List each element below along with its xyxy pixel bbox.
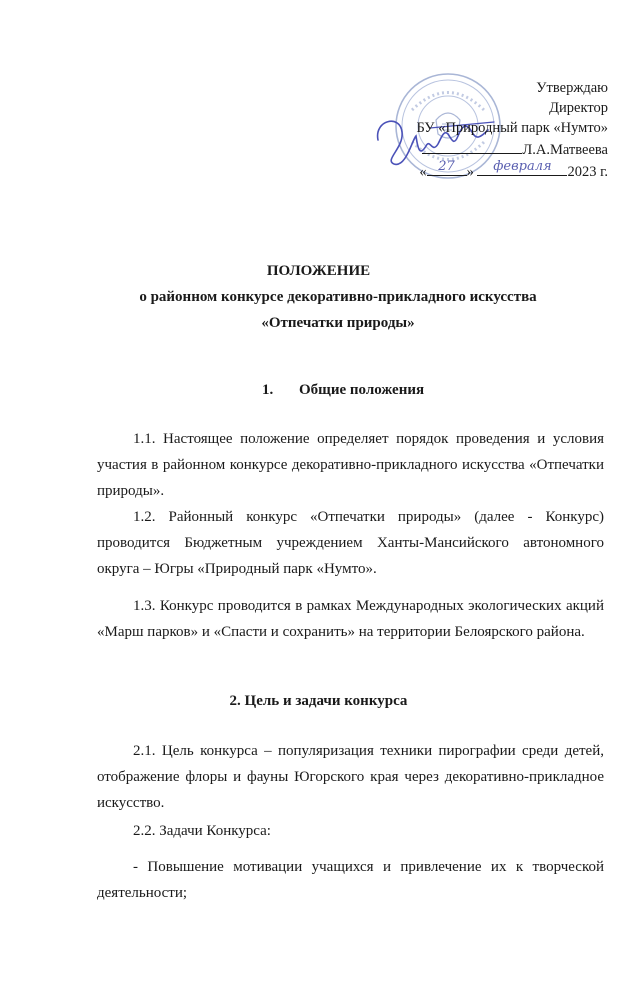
section-1-heading: Общие положения <box>299 382 425 398</box>
document-title: ПОЛОЖЕНИЕ <box>266 263 371 279</box>
paragraph-1-3: 1.3. Конкурс проводится в рамках Международных экологических акций «Марш парков» и «Спасти и сохранить» на территории Белоярского района. <box>97 598 604 640</box>
approve-word: Утверждаю <box>536 80 608 96</box>
date-day: 27 <box>438 159 455 174</box>
date-month: февраля <box>493 159 552 174</box>
approval-date <box>416 160 608 182</box>
paragraph-2-2-item-1: - Повышение мотивации учащихся и привлечение их к творческой деятельности; <box>97 859 604 901</box>
section-2-heading: 2. Цель и задачи конкурса <box>229 693 408 709</box>
date-quote-open: « <box>419 164 427 180</box>
paragraph-1-2: 1.2. Районный конкурс «Отпечатки природы» (далее - Конкурс) проводится Бюджетным учреждением Ханты-Мансийского автономного округа – Югры «Природный парк «Нумто». <box>97 509 604 577</box>
section-1-number: 1. <box>262 382 274 398</box>
document-subtitle: о районном конкурсе декоративно-прикладного искусства «Отпечатки природы» <box>139 289 537 331</box>
date-day-blank <box>427 160 467 176</box>
paragraph-1-1: 1.1. Настоящее положение определяет порядок проведения и условия участия в районном конкурсе декоративно-прикладного искусства «Отпечатки природы». <box>97 431 604 499</box>
date-year: 2023 г. <box>567 164 608 180</box>
signature-blank <box>422 138 522 154</box>
signer-name: Л.А.Матвеева <box>522 142 608 158</box>
organization-name: БУ «Природный парк «Нумто» <box>416 120 608 136</box>
date-quote-close: » <box>466 164 474 180</box>
date-month-blank <box>477 160 567 176</box>
director-position: Директор <box>549 100 608 116</box>
approval-block <box>416 78 608 182</box>
paragraph-2-2: 2.2. Задачи Конкурса: <box>133 823 271 839</box>
paragraph-2-1: 2.1. Цель конкурса – популяризация техники пирографии среди детей, отображение флоры и фауны Югорского края через декоративно-прикладное искусство. <box>97 743 604 811</box>
